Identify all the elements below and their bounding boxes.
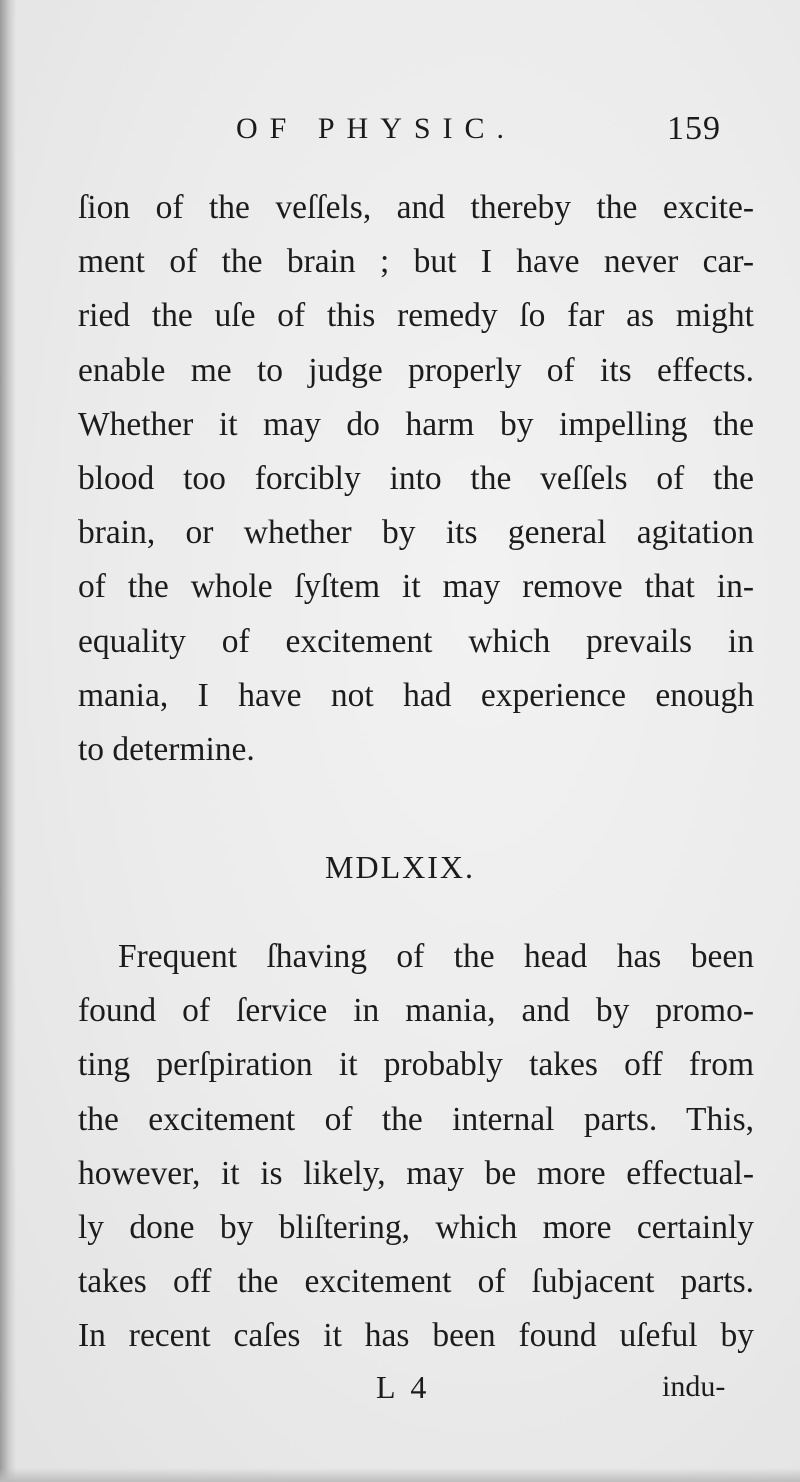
text-line: Whether it may do harm by impelling the [78, 405, 754, 443]
text-line: ting perſpiration it probably takes off from [78, 1046, 754, 1084]
text-line: Frequent ſhaving of the head has been [118, 938, 754, 975]
text-line: to determine. [78, 731, 255, 769]
text-line: ly done by bliſtering, which more certainly [78, 1209, 754, 1247]
catchword: indu- [662, 1370, 726, 1403]
text-line: equality of excitement which prevails in [78, 622, 754, 660]
text-line: however, it is likely, may be more effectual- [78, 1154, 754, 1192]
paragraph-mdlxix [78, 930, 754, 1364]
page-bottom-shadow [0, 1468, 800, 1482]
text-line: takes off the excitement of ſubjacent parts. [78, 1263, 754, 1301]
text-line: ment of the brain ; but I have never car- [78, 243, 754, 281]
text-line: enable me to judge properly of its effects. [78, 351, 754, 389]
text-line: of the whole ſyſtem it may remove that in- [78, 568, 754, 606]
text-line: ſion of the veſſels, and thereby the excite- [78, 189, 754, 226]
text-line: In recent caſes it has been found uſeful by [78, 1317, 754, 1355]
text-line: brain, or whether by its general agitation [78, 514, 754, 552]
text-line: the excitement of the internal parts. This, [78, 1100, 754, 1138]
page-header [0, 104, 800, 154]
text-line: mania, I have not had experience enough [78, 676, 754, 714]
page-gutter-shadow [0, 0, 16, 1482]
paragraph-continuation [78, 181, 754, 777]
text-line: found of ſervice in mania, and by promo- [78, 992, 754, 1030]
text-line: ried the uſe of this remedy ſo far as might [78, 297, 754, 335]
page-number: 159 [667, 110, 721, 147]
section-heading: MDLXIX. [325, 849, 475, 885]
signature-mark: L 4 [376, 1369, 431, 1405]
text-line: blood too forcibly into the veſſels of the [78, 460, 754, 498]
running-head: OF PHYSIC. [236, 112, 517, 145]
